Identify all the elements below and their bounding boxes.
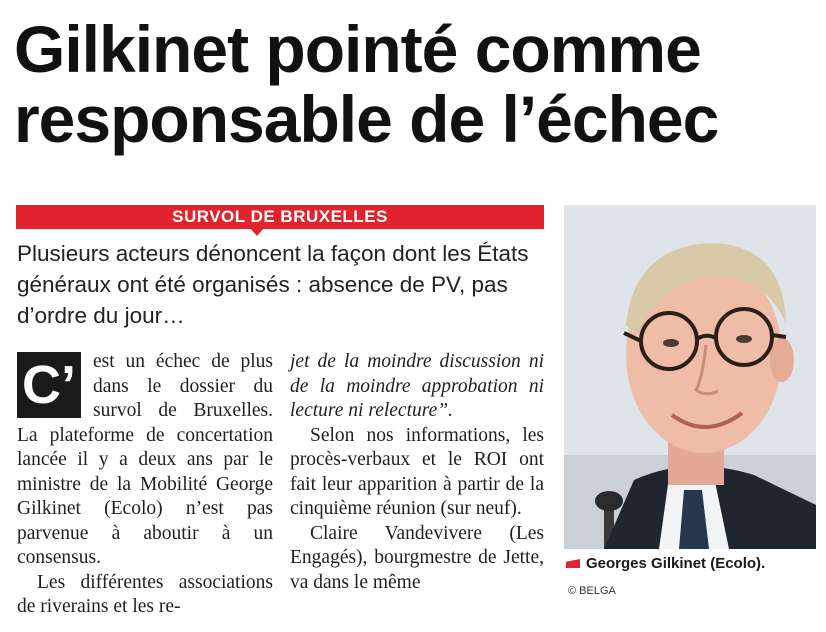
lead-paragraph: Plusieurs acteurs dénoncent la façon dont les États généraux ont été organisés : absence de PV, pas d’ordre du jour… xyxy=(17,241,529,328)
caption-marker-icon xyxy=(566,559,580,568)
body-paragraph: est un échec de plus dans le dossier du survol de Bruxelles. La plateforme de concertation lancée il y a deux ans par le ministre de la Mobilité George Gilkinet (Ecolo) n’est pas parvenue à aboutir à un consensus. xyxy=(17,351,273,568)
body-paragraph: Selon nos informations, les procès-verbaux et le ROI ont fait leur apparition à partir de la cinquième réunion (sur neuf). xyxy=(290,424,544,519)
caption-text: Georges Gilkinet (Ecolo). xyxy=(586,555,766,572)
body-paragraph: Les différentes associations de riverains et les re- xyxy=(17,571,273,617)
dropcap: C’ xyxy=(17,352,81,418)
portrait-photo xyxy=(564,205,816,549)
quote-paragraph: jet de la moindre discussion ni de la moindre approbation ni lecture ni relecture”. xyxy=(290,351,544,421)
rubric-label: SURVOL DE BRUXELLES xyxy=(172,207,388,226)
rubric-bar xyxy=(16,205,544,229)
photo-caption xyxy=(566,555,765,572)
portrait-illustration xyxy=(564,205,816,549)
photo-credit: © BELGA xyxy=(568,585,616,597)
body-column-1 xyxy=(17,350,273,620)
body-column-2 xyxy=(290,350,544,595)
headline: Gilkinet pointé comme responsable de l’échec xyxy=(14,12,719,156)
body-paragraph: Claire Vandevivere (Les Engagés), bourgmestre de Jette, va dans le même xyxy=(290,522,544,593)
